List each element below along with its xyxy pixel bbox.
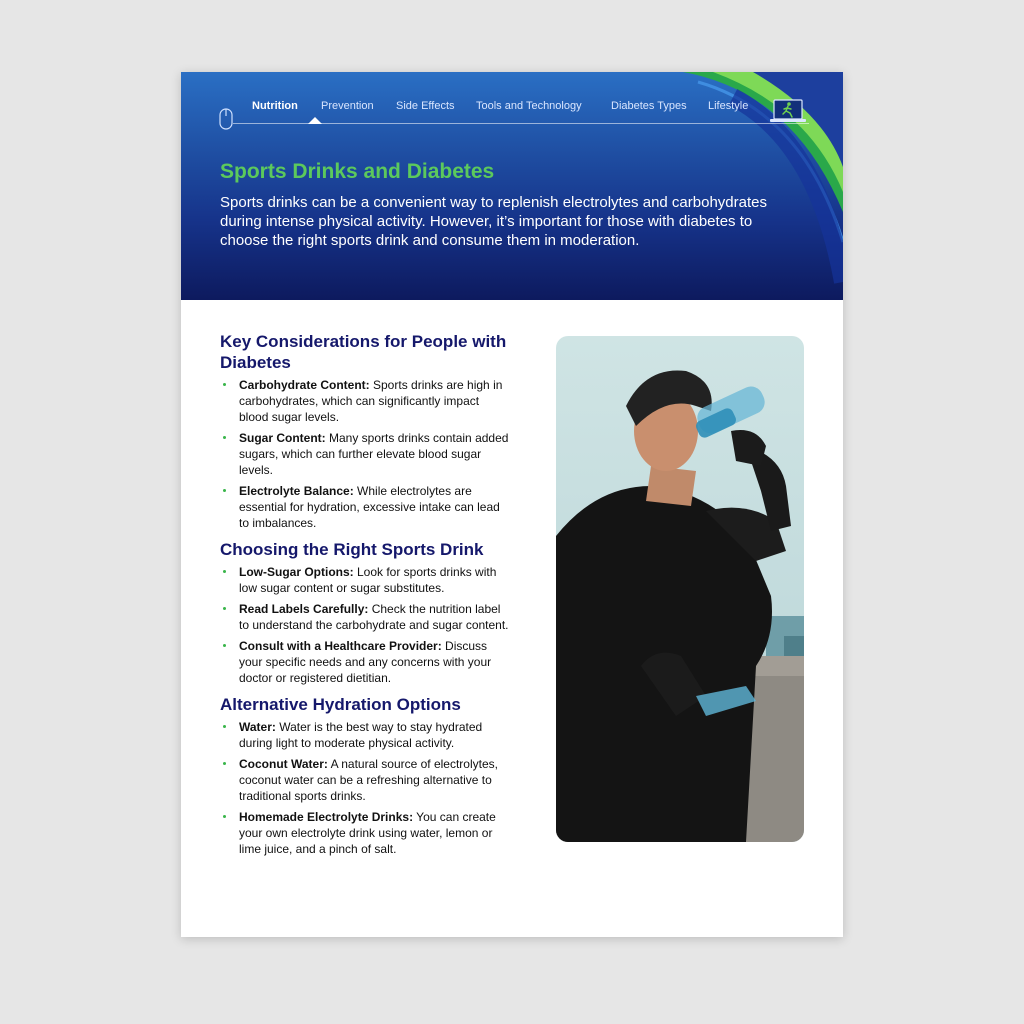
item-text: You can create your own electrolyte drink using water, lemon or lime juice, and a pinch of salt. — [239, 810, 496, 856]
list-item — [220, 756, 510, 804]
list-item — [220, 601, 510, 633]
item-text: Many sports drinks contain added sugars, which can further elevate blood sugar levels. — [239, 431, 509, 477]
item-term: Coconut Water: — [239, 757, 328, 771]
bullet-list — [220, 719, 510, 857]
cyclist-drinking-photo — [556, 336, 804, 842]
item-text: While electrolytes are essential for hydration, excessive intake can lead to imbalances. — [239, 484, 500, 530]
item-text: Look for sports drinks with low sugar content or sugar substitutes. — [239, 565, 497, 595]
nav-item-nutrition[interactable]: Nutrition — [252, 100, 298, 112]
item-term: Water: — [239, 720, 276, 734]
list-item — [220, 638, 510, 686]
computer-mouse-icon — [219, 108, 233, 130]
item-text: A natural source of electrolytes, coconut water can be a refreshing alternative to traditional sports drinks. — [239, 757, 498, 803]
photo-illustration — [556, 336, 804, 842]
active-tab-indicator — [308, 117, 322, 124]
nav-item-diabetes-types[interactable]: Diabetes Types — [611, 100, 687, 112]
item-text: Discuss your specific needs and any concerns with your doctor or registered dietitian. — [239, 639, 492, 685]
section-heading: Choosing the Right Sports Drink — [220, 540, 484, 559]
item-text: Water is the best way to stay hydrated during light to moderate physical activity. — [239, 720, 483, 750]
nav-item-tools-and-technology[interactable]: Tools and Technology — [476, 100, 582, 112]
intro-paragraph: Sports drinks can be a convenient way to replenish electrolytes and carbohydrates during intense physical activity. However, it’s important for those with diabetes to choose the right sports drink and consume them in moderation. — [220, 194, 767, 249]
item-term: Sugar Content: — [239, 431, 326, 445]
section-key-considerations — [220, 331, 510, 531]
section-heading: Alternative Hydration Options — [220, 695, 461, 714]
section-choosing-drink — [220, 539, 510, 686]
list-item — [220, 809, 510, 857]
list-item — [220, 377, 510, 425]
item-term: Consult with a Healthcare Provider: — [239, 639, 442, 653]
page-title: Sports Drinks and Diabetes — [220, 160, 495, 183]
nav-item-prevention[interactable]: Prevention — [321, 100, 374, 112]
laptop-runner-icon — [770, 99, 806, 125]
bullet-list — [220, 564, 510, 686]
item-text: Check the nutrition label to understand the carbohydrate and sugar content. — [239, 602, 509, 632]
list-item — [220, 483, 510, 531]
item-term: Electrolyte Balance: — [239, 484, 354, 498]
item-term: Low-Sugar Options: — [239, 565, 354, 579]
list-item — [220, 430, 510, 478]
nav-item-side-effects[interactable]: Side Effects — [396, 100, 455, 112]
list-item — [220, 719, 510, 751]
item-term: Carbohydrate Content: — [239, 378, 370, 392]
nav-item-lifestyle[interactable]: Lifestyle — [708, 100, 749, 112]
document-page — [181, 72, 843, 937]
content-column — [220, 331, 510, 865]
section-alternative-hydration — [220, 694, 510, 857]
list-item — [220, 564, 510, 596]
item-term: Homemade Electrolyte Drinks: — [239, 810, 414, 824]
header-banner — [181, 72, 843, 300]
item-text: Sports drinks are high in carbohydrates, which can significantly impact blood sugar levels. — [239, 378, 503, 424]
bullet-list — [220, 377, 510, 531]
item-term: Read Labels Carefully: — [239, 602, 369, 616]
section-heading: Key Considerations for People with Diabetes — [220, 332, 507, 372]
topic-nav — [219, 92, 779, 132]
